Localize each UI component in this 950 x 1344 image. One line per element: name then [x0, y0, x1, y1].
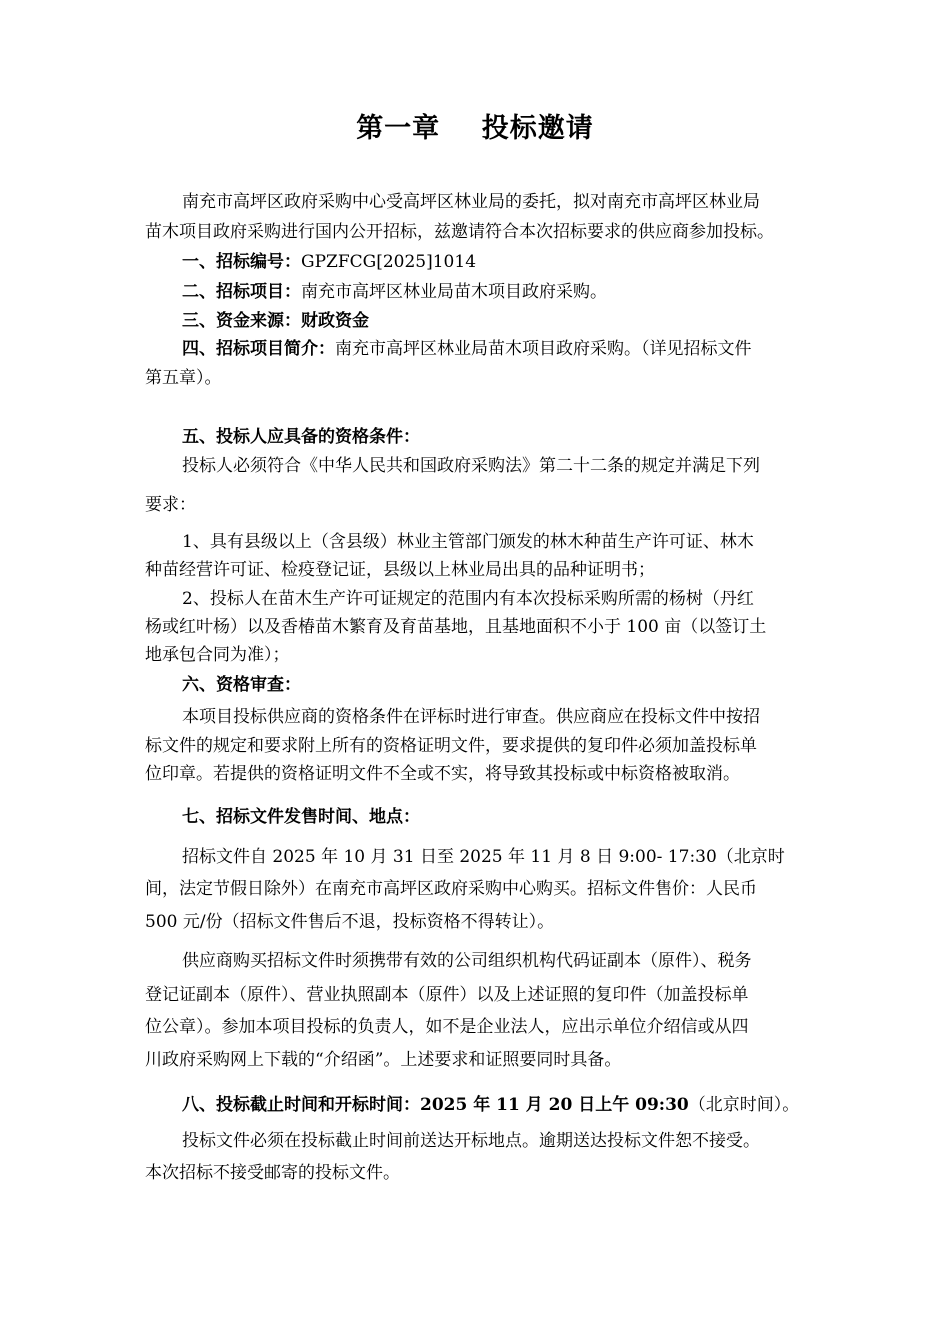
requirement-1-line-2: 种苗经营许可证、检疫登记证，县级以上林业局出具的品种证明书；: [145, 560, 655, 580]
section-5-para-line-1: 投标人必须符合《中华人民共和国政府采购法》第二十二条的规定并满足下列: [182, 456, 760, 476]
project-summary: 南充市高坪区林业局苗木项目政府采购。（详见招标文件: [335, 339, 752, 359]
section-8-line-1: 投标文件必须在投标截止时间前送达开标地点。逾期送达投标文件恕不接受。: [182, 1131, 760, 1151]
section-7-p2-line-2: 登记证副本（原件）、营业执照副本（原件）以及上述证照的复印件（加盖投标单: [145, 985, 749, 1005]
section-8-line-2: 本次招标不接受邮寄的投标文件。: [145, 1163, 400, 1183]
requirement-2-line-2: 杨或红叶杨）以及香椿苗木繁育及育苗基地，且基地面积不小于 100 亩（以签订土: [145, 617, 767, 637]
section-6-line-1: 本项目投标供应商的资格条件在评标时进行审查。供应商应在投标文件中按招: [182, 707, 760, 727]
section-4: [182, 337, 752, 361]
section-7-p1-line-1: 招标文件自 2025 年 10 月 31 日至 2025 年 11 月 8 日 9:00- 17:30（北京时: [182, 847, 785, 867]
tender-number: GPZFCG[2025]1014: [301, 252, 477, 272]
requirement-1-line-1: 1、具有县级以上（含县级）林业主管部门颁发的林木种苗生产许可证、林木: [182, 532, 754, 552]
section-7-heading: 七、招标文件发售时间、地点：: [182, 807, 420, 827]
section-2-heading: 二、招标项目：: [182, 282, 301, 302]
requirement-2-line-1: 2、投标人在苗木生产许可证规定的范围内有本次投标采购所需的杨树（丹红: [182, 589, 754, 609]
section-1: [182, 250, 476, 274]
section-7-p2-line-1: 供应商购买招标文件时须携带有效的公司组织机构代码证副本（原件）、税务: [182, 951, 752, 971]
section-6-line-3: 位印章。若提供的资格证明文件不全或不实，将导致其投标或中标资格被取消。: [145, 764, 740, 784]
section-4-heading: 四、招标项目简介：: [182, 339, 335, 359]
section-7-p1-line-3: 500 元/份（招标文件售后不退，投标资格不得转让）。: [145, 912, 555, 932]
tender-project: 南充市高坪区林业局苗木项目政府采购。: [301, 282, 607, 302]
section-3-heading: 三、资金来源：财政资金: [182, 311, 369, 331]
beijing-time-note: （北京时间）。: [688, 1095, 800, 1115]
section-7-p1-line-2: 间，法定节假日除外）在南充市高坪区政府采购中心购买。招标文件售价：人民币: [145, 879, 757, 899]
chapter-title: 第一章 投标邀请: [356, 113, 594, 144]
intro-line-2: 苗木项目政府采购进行国内公开招标，兹邀请符合本次招标要求的供应商参加投标。: [145, 222, 774, 242]
section-1-heading: 一、招标编号：: [182, 252, 301, 272]
section-2: [182, 280, 607, 304]
section-6-heading: 六、资格审查：: [182, 675, 301, 695]
section-8-heading: 八、投标截止时间和开标时间：2025 年 11 月 20 日上午 09:30: [182, 1095, 689, 1115]
intro-line-1: 南充市高坪区政府采购中心受高坪区林业局的委托，拟对南充市高坪区林业局: [182, 192, 760, 212]
section-7-p2-line-4: 川政府采购网上下载的“介绍函”。上述要求和证照要同时具备。: [145, 1050, 622, 1070]
section-8: [182, 1093, 799, 1117]
section-4-line-2: 第五章）。: [145, 368, 222, 388]
requirement-2-line-3: 地承包合同为准）；: [145, 645, 290, 665]
section-5-para-line-2: 要求：: [145, 495, 196, 515]
section-5-heading: 五、投标人应具备的资格条件：: [182, 427, 420, 447]
section-6-line-2: 标文件的规定和要求附上所有的资格证明文件，要求提供的复印件必须加盖投标单: [145, 736, 757, 756]
section-7-p2-line-3: 位公章）。参加本项目投标的负责人，如不是企业法人，应出示单位介绍信或从四: [145, 1017, 749, 1037]
